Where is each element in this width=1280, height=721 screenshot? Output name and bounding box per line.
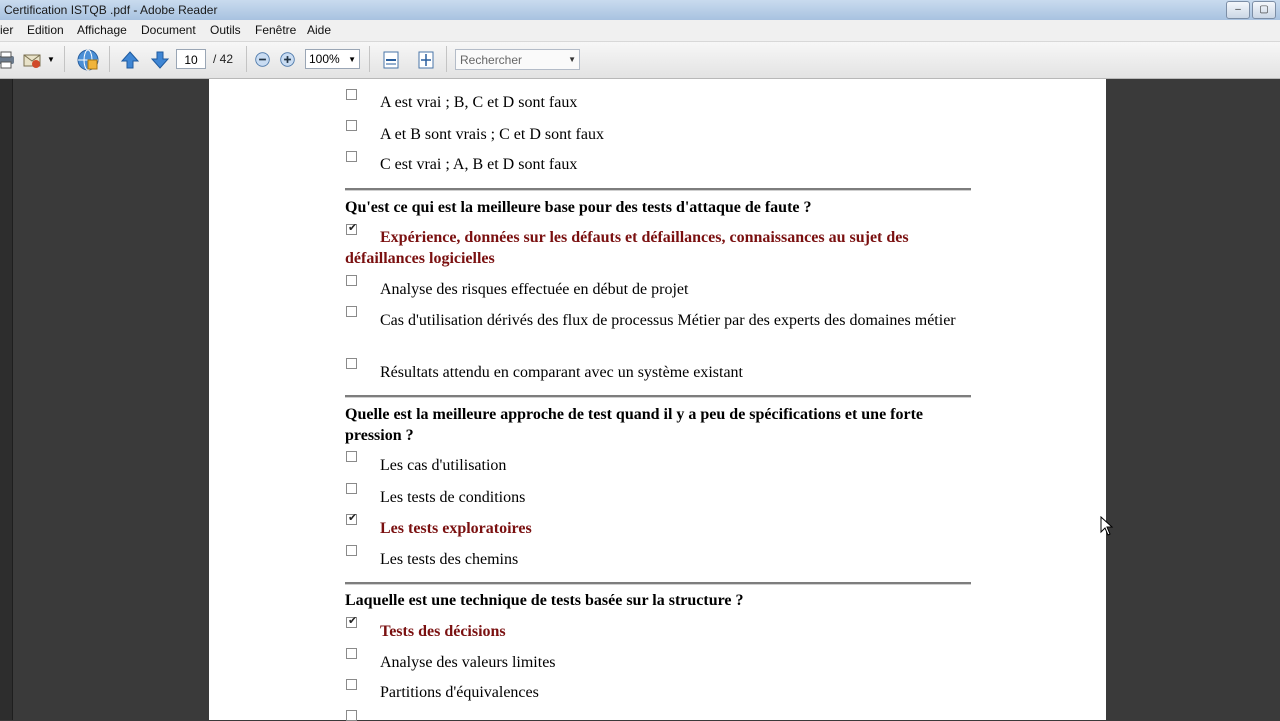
window-title-bar bbox=[0, 0, 1280, 20]
question-divider bbox=[345, 188, 971, 191]
toolbar-separator bbox=[446, 46, 447, 72]
menu-outils[interactable]: Outils bbox=[210, 23, 241, 37]
answer-option: Les tests de conditions bbox=[380, 489, 526, 506]
toolbar-separator bbox=[246, 46, 247, 72]
chevron-down-icon[interactable]: ▼ bbox=[47, 55, 55, 64]
answer-option: Analyse des risques effectuée en début de projet bbox=[380, 281, 689, 298]
answer-option-correct: Expérience, données sur les défauts et défaillances, connaissances au sujet des défaillances logicielles bbox=[345, 229, 909, 267]
checkbox[interactable] bbox=[346, 710, 357, 721]
mouse-cursor-icon bbox=[1100, 516, 1114, 536]
zoom-in-icon[interactable] bbox=[279, 51, 296, 68]
answer-option-correct: Tests des décisions bbox=[380, 623, 506, 640]
answer-option: A et B sont vrais ; C et D sont faux bbox=[380, 126, 604, 143]
answer-option-correct: Les tests exploratoires bbox=[380, 520, 532, 537]
menu-affichage[interactable]: Affichage bbox=[77, 23, 127, 37]
toolbar-separator bbox=[64, 46, 65, 72]
navigation-pane-strip[interactable] bbox=[0, 79, 13, 720]
answer-option: Analyse des valeurs limites bbox=[380, 654, 556, 671]
menu-fenetre[interactable]: Fenêtre bbox=[255, 23, 297, 37]
fit-page-icon[interactable] bbox=[416, 50, 436, 70]
menu-document[interactable]: Document bbox=[141, 23, 196, 37]
restore-button[interactable]: ▢ bbox=[1252, 1, 1276, 19]
search-placeholder: Rechercher bbox=[460, 53, 523, 67]
menu-fichier[interactable]: ier bbox=[0, 23, 14, 37]
question-divider bbox=[345, 395, 971, 398]
answer-option: A est vrai ; B, C et D sont faux bbox=[380, 94, 578, 111]
print-icon[interactable] bbox=[0, 50, 16, 70]
zoom-out-icon[interactable] bbox=[254, 51, 271, 68]
question-divider bbox=[345, 582, 971, 585]
next-page-icon[interactable] bbox=[150, 50, 170, 70]
answer-option: C est vrai ; A, B et D sont faux bbox=[380, 156, 578, 173]
page-number-input[interactable]: 10 bbox=[176, 49, 206, 69]
zoom-value: 100% bbox=[309, 52, 340, 66]
answer-option: Les tests des chemins bbox=[380, 551, 519, 568]
menu-aide[interactable]: Aide bbox=[307, 23, 332, 37]
previous-page-icon[interactable] bbox=[120, 50, 140, 70]
fit-width-icon[interactable] bbox=[381, 50, 401, 70]
menu-edition[interactable]: Edition bbox=[27, 23, 64, 37]
question-text: Qu'est ce qui est la meilleure base pour des tests d'attaque de faute ? bbox=[345, 199, 812, 216]
email-icon[interactable] bbox=[22, 50, 42, 70]
answer-option: Résultats attendu en comparant avec un système existant bbox=[380, 364, 743, 381]
menu-bar bbox=[0, 20, 1280, 42]
collaborate-icon[interactable] bbox=[76, 48, 100, 72]
pdf-page bbox=[209, 79, 1106, 720]
answer-option: Cas d'utilisation dérivés des flux de processus Métier par des experts des domaines métier bbox=[380, 312, 956, 329]
answer-option: Les cas d'utilisation bbox=[380, 457, 507, 474]
page-total: / 42 bbox=[213, 52, 234, 66]
answer-option: Partitions d'équivalences bbox=[380, 684, 539, 701]
search-input[interactable] bbox=[455, 49, 580, 70]
minimize-button[interactable]: – bbox=[1226, 1, 1250, 19]
toolbar-separator bbox=[109, 46, 110, 72]
question-text: Laquelle est une technique de tests basée sur la structure ? bbox=[345, 592, 744, 609]
window-title: Certification ISTQB .pdf - Adobe Reader bbox=[4, 3, 218, 17]
chevron-down-icon: ▼ bbox=[348, 55, 356, 64]
chevron-down-icon[interactable]: ▼ bbox=[568, 55, 576, 64]
window-controls bbox=[1226, 0, 1276, 19]
zoom-select[interactable] bbox=[305, 49, 360, 69]
question-text: Quelle est la meilleure approche de test quand il y a peu de spécifications et une forte pression ? bbox=[345, 406, 924, 444]
toolbar-separator bbox=[369, 46, 370, 72]
